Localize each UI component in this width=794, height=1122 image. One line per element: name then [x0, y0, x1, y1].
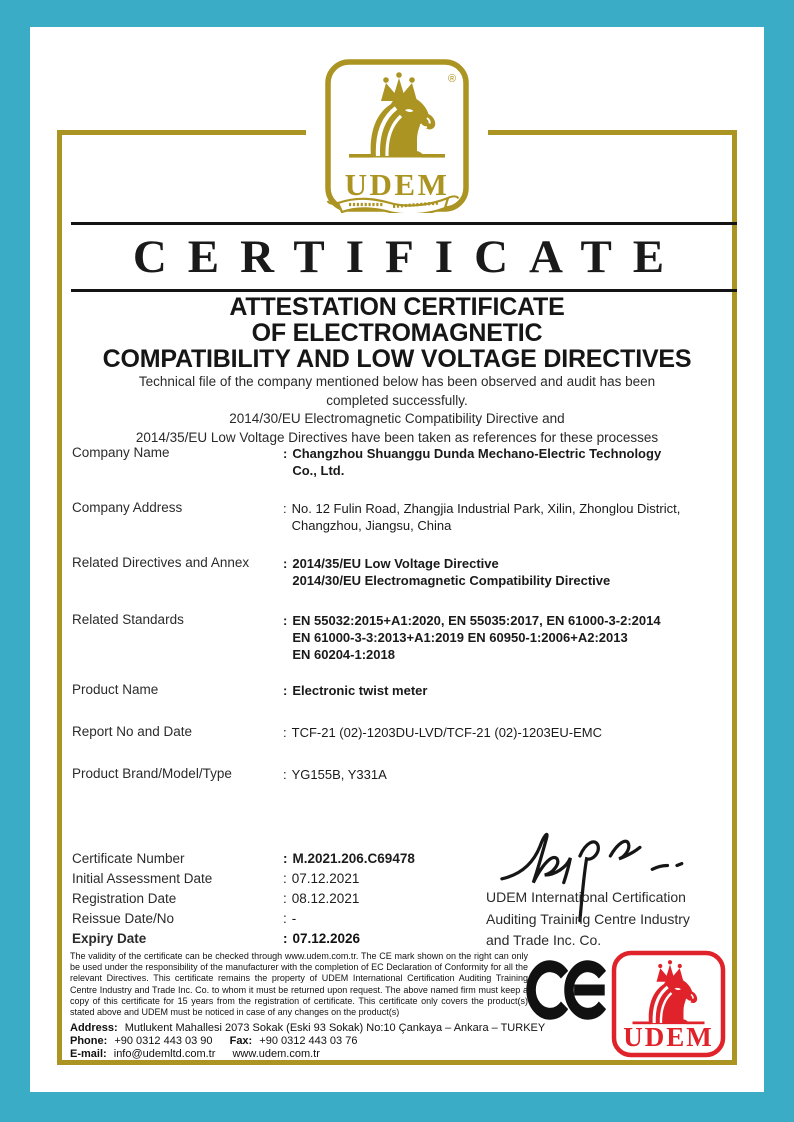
address-label: Address:: [70, 1022, 118, 1034]
colon: :: [283, 851, 288, 866]
cert-row-number: [72, 851, 415, 866]
colon: :: [283, 501, 287, 516]
field-value-line: EN 55032:2015+A1:2020, EN 55035:2017, EN 61000-3-2:2014: [292, 613, 661, 628]
fax-label: Fax:: [229, 1035, 253, 1047]
udem-gold-logo: [306, 53, 488, 213]
subtitle-line: ATTESTATION CERTIFICATE: [229, 293, 565, 321]
validity-fine-print: The validity of the certificate can be checked through www.udem.com.tr. The CE mark shown on the right can only be used under the responsibility of the manufacturer with the completion of EC Declaration of Conformity for all the relevant Directives. This certificate remains the property of UDEM International Certification Auditing Training Centre Industry and Trade Inc. Co. to whom it must be returned upon request. The above named firm must keep a copy of this certificate for 15 years from the registration of certificate. This certificate only covers the product(s) stated above and UDEM must be noticed in case of any changes on the product(s): [70, 951, 528, 1018]
title-rule-block: [71, 222, 737, 292]
cert-row-expiry: [72, 931, 360, 946]
field-label: Expiry Date: [72, 931, 147, 946]
colon: :: [283, 613, 288, 628]
cert-row-reissue: [72, 911, 296, 926]
field-label: Initial Assessment Date: [72, 871, 213, 886]
udem-red-logo: [611, 950, 726, 1058]
field-row-company-name: [72, 445, 744, 479]
address-value: Mutlukent Mahallesi 2073 Sokak (Eski 93 Sokak) No:10 Çankaya – Ankara – TURKEY: [124, 1022, 546, 1034]
phone-value: +90 0312 443 03 90: [114, 1035, 213, 1047]
colon: :: [283, 871, 287, 886]
ce-mark: [526, 958, 612, 1022]
subtitle-line: COMPATIBILITY AND LOW VOLTAGE DIRECTIVES: [102, 345, 692, 373]
colon: :: [283, 911, 287, 926]
intro-paragraph: [0, 373, 794, 447]
intro-line: completed successfully.: [326, 392, 468, 408]
field-label: Reissue Date/No: [72, 911, 175, 926]
issuer-line: and Trade Inc. Co.: [486, 932, 602, 948]
field-row-standards: [72, 612, 744, 663]
field-label: Product Brand/Model/Type: [72, 766, 232, 781]
field-value-line: No. 12 Fulin Road, Zhangjia Industrial Park, Xilin, Zhonglou District,: [291, 501, 681, 516]
field-value-line: YG155B, Y331A: [291, 767, 387, 782]
email-value: info@udemltd.com.tr: [113, 1048, 216, 1060]
logo-brand-text: UDEM: [623, 1022, 714, 1052]
cert-row-initial-date: [72, 871, 359, 886]
field-label: Company Address: [72, 500, 183, 515]
cert-number-value: M.2021.206.C69478: [292, 851, 415, 866]
attestation-subtitle: [0, 294, 794, 372]
registered-trademark-icon: ®: [448, 73, 457, 85]
field-value-line: Changzhou Shuanggu Dunda Mechano-Electric Technology: [292, 446, 662, 461]
field-row-brand-model: [72, 766, 744, 783]
field-value-line: 2014/35/EU Low Voltage Directive: [292, 556, 499, 571]
page-title: CERTIFICATE: [132, 231, 686, 283]
colon: :: [283, 767, 287, 782]
field-value-line: 2014/30/EU Electromagnetic Compatibility Directive: [292, 573, 611, 588]
field-label: Report No and Date: [72, 724, 193, 739]
colon: :: [283, 931, 288, 946]
field-value-line: EN 60204-1:2018: [292, 647, 395, 662]
field-row-report: [72, 724, 744, 741]
fax-value: +90 0312 443 03 76: [259, 1035, 358, 1047]
cert-value: -: [291, 911, 297, 926]
issuer-line: Auditing Training Centre Industry: [486, 910, 690, 927]
intro-line: Technical file of the company mentioned below has been observed and audit has been: [138, 374, 656, 389]
cert-value: 07.12.2021: [291, 871, 360, 886]
footer-email-line: [70, 1048, 320, 1060]
colon: :: [283, 556, 288, 571]
field-row-directives: [72, 555, 744, 589]
colon: :: [283, 891, 287, 906]
colon: :: [283, 446, 288, 461]
field-row-company-address: [72, 500, 744, 534]
field-label: Certificate Number: [72, 851, 185, 866]
cert-value: 07.12.2026: [292, 931, 361, 946]
issuer-organization: [486, 887, 690, 952]
field-label: Registration Date: [72, 891, 177, 906]
logo-brand-text: UDEM: [344, 167, 450, 202]
intro-line: 2014/35/EU Low Voltage Directives have been taken as references for these processes: [135, 429, 659, 445]
udem-horse-crown-icon: [611, 950, 726, 1058]
field-label: Product Name: [72, 682, 159, 697]
email-label: E-mail:: [70, 1048, 107, 1060]
field-label: Related Directives and Annex: [72, 555, 250, 570]
footer-phone-line: [70, 1035, 357, 1047]
field-value-line: Electronic twist meter: [292, 683, 428, 698]
colon: :: [283, 683, 288, 698]
footer-address-line: [70, 1022, 545, 1034]
udem-horse-crown-icon: [324, 53, 470, 213]
field-label: Company Name: [72, 445, 170, 460]
issuer-line: UDEM International Certification: [486, 889, 686, 905]
field-value-line: Changzhou, Jiangsu, China: [291, 518, 452, 533]
phone-label: Phone:: [70, 1035, 108, 1047]
intro-line: 2014/30/EU Electromagnetic Compatibility Directive and: [229, 411, 565, 426]
field-value-line: TCF-21 (02)-1203DU-LVD/TCF-21 (02)-1203EU-EMC: [291, 725, 603, 740]
cert-row-registration-date: [72, 891, 359, 906]
field-value-line: EN 61000-3-3:2013+A1:2019 EN 60950-1:2006+A2:2013: [292, 630, 628, 645]
ce-mark-icon: [526, 958, 612, 1022]
subtitle-line: OF ELECTROMAGNETIC: [251, 319, 543, 347]
field-value-line: Co., Ltd.: [292, 463, 345, 478]
colon: :: [283, 725, 287, 740]
field-row-product-name: [72, 682, 744, 699]
field-label: Related Standards: [72, 612, 184, 627]
cert-value: 08.12.2021: [291, 891, 360, 906]
website-value: www.udem.com.tr: [232, 1048, 320, 1060]
